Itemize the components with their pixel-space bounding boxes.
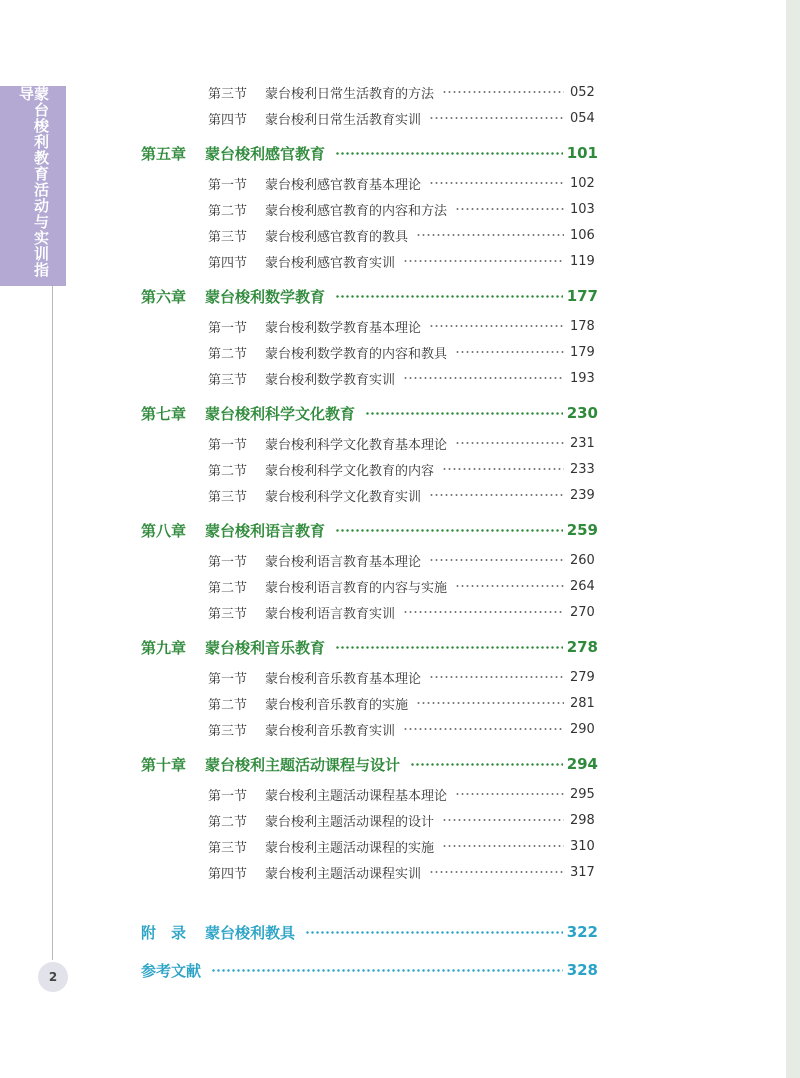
toc-entry-title: 蒙台梭利数学教育的内容和教具 bbox=[265, 346, 448, 362]
toc-section-entry[interactable] bbox=[0, 549, 800, 571]
toc-leader-and-page bbox=[429, 488, 594, 503]
toc-entry-number: 第四节 bbox=[208, 255, 248, 271]
toc-entry-number: 第一节 bbox=[208, 554, 248, 570]
toc-entry-title: 蒙台梭利数学教育基本理论 bbox=[265, 320, 422, 336]
toc-leader-and-page bbox=[403, 254, 594, 269]
toc-page-number: 317 bbox=[570, 864, 595, 880]
toc-leader-and-page bbox=[442, 839, 594, 854]
toc-chapter-entry[interactable] bbox=[0, 519, 800, 541]
toc-section-entry[interactable] bbox=[0, 484, 800, 506]
toc-page-number: 328 bbox=[566, 961, 598, 979]
toc-entry-number: 第八章 bbox=[141, 521, 187, 540]
toc-dot-leader bbox=[403, 728, 564, 730]
toc-leader-and-page bbox=[365, 404, 598, 422]
toc-dot-leader bbox=[429, 182, 564, 184]
toc-section-entry[interactable] bbox=[0, 315, 800, 337]
toc-dot-leader bbox=[410, 763, 563, 766]
toc-page-number: 294 bbox=[566, 755, 598, 773]
toc-entry-number: 第三节 bbox=[208, 489, 248, 505]
toc-chapter-entry[interactable] bbox=[0, 636, 800, 658]
toc-page-number: 178 bbox=[570, 318, 595, 334]
toc-entry-title: 蒙台梭利科学文化教育实训 bbox=[265, 489, 422, 505]
toc-section-entry[interactable] bbox=[0, 367, 800, 389]
toc-page-number: 290 bbox=[570, 721, 595, 737]
toc-entry-title: 蒙台梭利语言教育实训 bbox=[265, 606, 396, 622]
toc-entry-number: 第二节 bbox=[208, 814, 248, 830]
toc-leader-and-page bbox=[455, 202, 594, 217]
toc-leader-and-page bbox=[403, 605, 594, 620]
toc-page-number: 103 bbox=[570, 201, 595, 217]
toc-entry-number: 第二节 bbox=[208, 203, 248, 219]
toc-section-entry[interactable] bbox=[0, 458, 800, 480]
toc-dot-leader bbox=[455, 351, 564, 353]
toc-entry-title: 蒙台梭利教具 bbox=[205, 923, 296, 942]
toc-entry-number: 第一节 bbox=[208, 788, 248, 804]
toc-page-number: 233 bbox=[570, 461, 595, 477]
toc-page-number: 264 bbox=[570, 578, 595, 594]
toc-entry-title: 蒙台梭利数学教育实训 bbox=[265, 372, 396, 388]
toc-entry-title: 蒙台梭利主题活动课程的设计 bbox=[265, 814, 435, 830]
toc-dot-leader bbox=[455, 208, 564, 210]
toc-entry-number: 参考文献 bbox=[141, 961, 202, 980]
toc-page-number: 106 bbox=[570, 227, 595, 243]
toc-dot-leader bbox=[429, 325, 564, 327]
toc-entry-number: 第三节 bbox=[208, 606, 248, 622]
toc-page-number: 322 bbox=[566, 923, 598, 941]
toc-dot-leader bbox=[429, 117, 564, 119]
toc-dot-leader bbox=[442, 819, 564, 821]
toc-leader-and-page bbox=[455, 787, 594, 802]
side-title: 蒙台梭利教育活动与实训指导 bbox=[17, 86, 50, 278]
toc-dot-leader bbox=[211, 969, 563, 972]
toc-leader-and-page bbox=[429, 176, 594, 191]
toc-entry-number: 第一节 bbox=[208, 320, 248, 336]
toc-leader-and-page bbox=[455, 436, 594, 451]
toc-entry-title: 蒙台梭利感官教育实训 bbox=[265, 255, 396, 271]
toc-chapter-entry[interactable] bbox=[0, 753, 800, 775]
toc-section-entry[interactable] bbox=[0, 432, 800, 454]
toc-entry-title: 蒙台梭利语言教育 bbox=[205, 521, 326, 540]
toc-page-number: 230 bbox=[566, 404, 598, 422]
toc-page-number: 052 bbox=[570, 84, 595, 100]
toc-leader-and-page bbox=[403, 371, 594, 386]
toc-section-entry[interactable] bbox=[0, 224, 800, 246]
toc-leader-and-page bbox=[335, 287, 598, 305]
toc-entry-number: 第九章 bbox=[141, 638, 187, 657]
toc-entry-title: 蒙台梭利日常生活教育的方法 bbox=[265, 86, 435, 102]
toc-entry-title: 蒙台梭利感官教育的内容和方法 bbox=[265, 203, 448, 219]
toc-page-number: 054 bbox=[570, 110, 595, 126]
toc-page-number: 270 bbox=[570, 604, 595, 620]
toc-page-number: 179 bbox=[570, 344, 595, 360]
toc-page-number: 119 bbox=[570, 253, 595, 269]
toc-entry-title: 蒙台梭利感官教育基本理论 bbox=[265, 177, 422, 193]
toc-dot-leader bbox=[365, 412, 563, 415]
toc-appendix-entry[interactable] bbox=[0, 959, 800, 981]
toc-dot-leader bbox=[335, 152, 563, 155]
toc-leader-and-page bbox=[416, 696, 594, 711]
toc-leader-and-page bbox=[455, 579, 594, 594]
toc-page-number: 239 bbox=[570, 487, 595, 503]
toc-entry-number: 第三节 bbox=[208, 86, 248, 102]
toc-section-entry[interactable] bbox=[0, 341, 800, 363]
toc-entry-title: 蒙台梭利主题活动课程实训 bbox=[265, 866, 422, 882]
toc-page-number: 295 bbox=[570, 786, 595, 802]
toc-dot-leader bbox=[335, 295, 563, 298]
toc-entry-number: 第三节 bbox=[208, 229, 248, 245]
toc-leader-and-page bbox=[429, 670, 594, 685]
toc-page-number: 101 bbox=[566, 144, 598, 162]
toc-dot-leader bbox=[455, 793, 564, 795]
toc-entry-number: 第二节 bbox=[208, 346, 248, 362]
toc-leader-and-page bbox=[416, 228, 594, 243]
toc-leader-and-page bbox=[403, 722, 594, 737]
toc-section-entry[interactable] bbox=[0, 835, 800, 857]
toc-entry-title: 蒙台梭利科学文化教育基本理论 bbox=[265, 437, 448, 453]
toc-page-number: 278 bbox=[566, 638, 598, 656]
toc-page-number: 259 bbox=[566, 521, 598, 539]
toc-entry-number: 第十章 bbox=[141, 755, 187, 774]
toc-entry-number: 第二节 bbox=[208, 697, 248, 713]
toc-chapter-entry[interactable] bbox=[0, 402, 800, 424]
toc-entry-number: 第二节 bbox=[208, 580, 248, 596]
toc-page-number: 260 bbox=[570, 552, 595, 568]
toc-leader-and-page bbox=[429, 553, 594, 568]
toc-leader-and-page bbox=[211, 961, 598, 979]
toc-section-entry[interactable] bbox=[0, 809, 800, 831]
toc-entry-number: 第一节 bbox=[208, 177, 248, 193]
toc-chapter-entry[interactable] bbox=[0, 142, 800, 164]
toc-section-entry[interactable] bbox=[0, 861, 800, 883]
toc-entry-number: 第一节 bbox=[208, 437, 248, 453]
toc-entry-title: 蒙台梭利音乐教育的实施 bbox=[265, 697, 409, 713]
toc-dot-leader bbox=[455, 442, 564, 444]
toc-leader-and-page bbox=[429, 865, 594, 880]
toc-leader-and-page bbox=[335, 638, 598, 656]
toc-dot-leader bbox=[429, 559, 564, 561]
toc-leader-and-page bbox=[335, 521, 598, 539]
toc-leader-and-page bbox=[410, 755, 598, 773]
toc-entry-number: 第四节 bbox=[208, 866, 248, 882]
toc-leader-and-page bbox=[442, 462, 594, 477]
toc-page-number: 279 bbox=[570, 669, 595, 685]
toc-section-entry[interactable] bbox=[0, 575, 800, 597]
toc-entry-title: 蒙台梭利科学文化教育 bbox=[205, 404, 356, 423]
toc-entry-title: 蒙台梭利音乐教育 bbox=[205, 638, 326, 657]
toc-entry-number: 第二节 bbox=[208, 463, 248, 479]
toc-entry-title: 蒙台梭利主题活动课程的实施 bbox=[265, 840, 435, 856]
toc-section-entry[interactable] bbox=[0, 783, 800, 805]
toc-dot-leader bbox=[403, 377, 564, 379]
toc-entry-title: 蒙台梭利语言教育基本理论 bbox=[265, 554, 422, 570]
toc-dot-leader bbox=[429, 676, 564, 678]
toc-entry-title: 蒙台梭利音乐教育基本理论 bbox=[265, 671, 422, 687]
toc-dot-leader bbox=[335, 646, 563, 649]
toc-page-number: 281 bbox=[570, 695, 595, 711]
toc-page-number: 310 bbox=[570, 838, 595, 854]
toc-section-entry[interactable] bbox=[0, 172, 800, 194]
toc-dot-leader bbox=[403, 260, 564, 262]
toc-page-number: 231 bbox=[570, 435, 595, 451]
toc-appendix-entry[interactable] bbox=[0, 921, 800, 943]
toc-section-entry[interactable] bbox=[0, 198, 800, 220]
toc-entry-number: 第六章 bbox=[141, 287, 187, 306]
toc-leader-and-page bbox=[455, 345, 594, 360]
toc-dot-leader bbox=[403, 611, 564, 613]
toc-leader-and-page bbox=[429, 319, 594, 334]
toc-section-entry[interactable] bbox=[0, 718, 800, 740]
toc-leader-and-page bbox=[442, 85, 594, 100]
toc-dot-leader bbox=[442, 468, 564, 470]
toc-page-number: 298 bbox=[570, 812, 595, 828]
toc-leader-and-page bbox=[429, 111, 594, 126]
toc-entry-title: 蒙台梭利感官教育 bbox=[205, 144, 326, 163]
toc-section-entry[interactable] bbox=[0, 107, 800, 129]
toc-section-entry[interactable] bbox=[0, 666, 800, 688]
toc-dot-leader bbox=[429, 494, 564, 496]
toc-page-number: 102 bbox=[570, 175, 595, 191]
toc-dot-leader bbox=[305, 931, 563, 934]
toc-entry-number: 第三节 bbox=[208, 723, 248, 739]
toc-dot-leader bbox=[442, 91, 564, 93]
toc-dot-leader bbox=[429, 871, 564, 873]
toc-chapter-entry[interactable] bbox=[0, 285, 800, 307]
toc-entry-number: 第五章 bbox=[141, 144, 187, 163]
toc-entry-title: 蒙台梭利主题活动课程基本理论 bbox=[265, 788, 448, 804]
toc-dot-leader bbox=[455, 585, 564, 587]
toc-entry-number: 附 录 bbox=[141, 923, 187, 942]
toc-dot-leader bbox=[416, 234, 564, 236]
toc-section-entry[interactable] bbox=[0, 692, 800, 714]
toc-entry-title: 蒙台梭利科学文化教育的内容 bbox=[265, 463, 435, 479]
page-number: 2 bbox=[38, 962, 68, 992]
toc-entry-number: 第七章 bbox=[141, 404, 187, 423]
toc-entry-number: 第三节 bbox=[208, 840, 248, 856]
toc-leader-and-page bbox=[305, 923, 598, 941]
toc-leader-and-page bbox=[442, 813, 594, 828]
toc-entry-title: 蒙台梭利音乐教育实训 bbox=[265, 723, 396, 739]
toc-entry-title: 蒙台梭利语言教育的内容与实施 bbox=[265, 580, 448, 596]
toc-section-entry[interactable] bbox=[0, 81, 800, 103]
toc-entry-title: 蒙台梭利数学教育 bbox=[205, 287, 326, 306]
toc-page-number: 177 bbox=[566, 287, 598, 305]
toc-entry-title: 蒙台梭利日常生活教育实训 bbox=[265, 112, 422, 128]
toc-entry-title: 蒙台梭利主题活动课程与设计 bbox=[205, 755, 401, 774]
toc-dot-leader bbox=[442, 845, 564, 847]
toc-dot-leader bbox=[416, 702, 564, 704]
toc-entry-number: 第一节 bbox=[208, 671, 248, 687]
toc-section-entry[interactable] bbox=[0, 250, 800, 272]
toc-entry-number: 第四节 bbox=[208, 112, 248, 128]
toc-section-entry[interactable] bbox=[0, 601, 800, 623]
toc-leader-and-page bbox=[335, 144, 598, 162]
toc-entry-number: 第三节 bbox=[208, 372, 248, 388]
toc-entry-title: 蒙台梭利感官教育的教具 bbox=[265, 229, 409, 245]
toc-dot-leader bbox=[335, 529, 563, 532]
toc-page-number: 193 bbox=[570, 370, 595, 386]
